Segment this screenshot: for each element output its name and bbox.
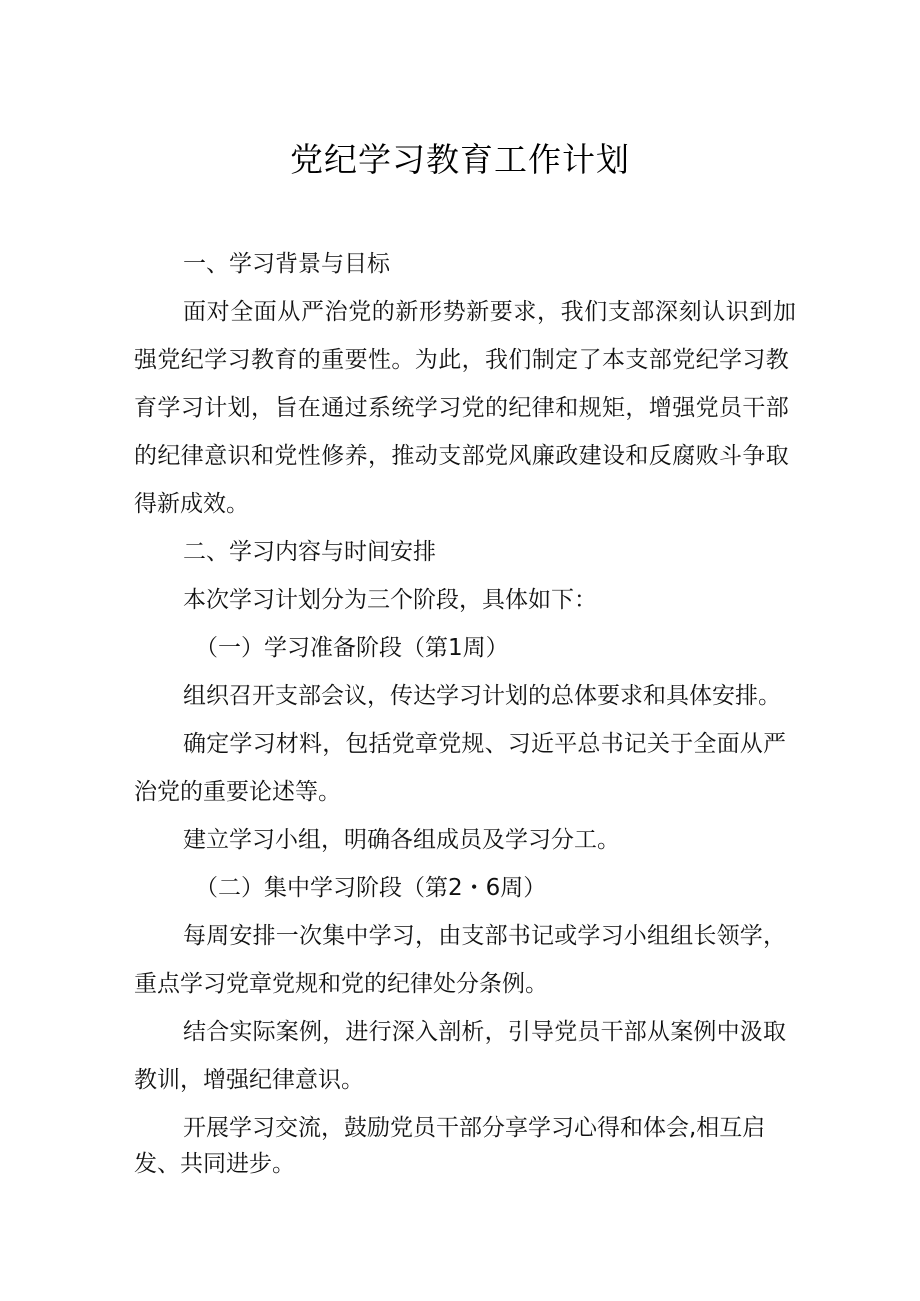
document-title: 党纪学习教育工作计划 — [290, 140, 630, 179]
paragraph-line: 教训，增强纪律意识。 — [134, 1067, 364, 1093]
paragraph-line: 发、共同进步。 — [134, 1151, 295, 1177]
paragraph-line: 建立学习小组，明确各组成员及学习分工。 — [183, 827, 620, 853]
subsection-heading-concentrated: （二）集中学习阶段（第2・6周） — [195, 875, 547, 901]
paragraph-line: 结合实际案例，进行深入剖析，引导党员干部从案例中汲取 — [183, 1019, 787, 1045]
paragraph-line: 强党纪学习教育的重要性。为此，我们制定了本支部党纪学习教 — [134, 347, 790, 373]
paragraph-line: 的纪律意识和党性修养，推动支部党风廉政建设和反腐败斗争取 — [134, 443, 790, 469]
paragraph-line: 治党的重要论述等。 — [134, 779, 341, 805]
paragraph-line: 开展学习交流，鼓励党员干部分享学习心得和体会,相互启 — [183, 1115, 766, 1141]
paragraph-line: 重点学习党章党规和党的纪律处分条例。 — [134, 971, 548, 997]
section-heading-content-schedule: 二、学习内容与时间安排 — [183, 539, 436, 565]
paragraph-line: 确定学习材料，包括党章党规、习近平总书记关于全面从严 — [183, 731, 787, 757]
paragraph-line: 育学习计划，旨在通过系统学习党的纪律和规矩，增强党员干部 — [134, 395, 790, 421]
paragraph-line: 组织召开支部会议，传达学习计划的总体要求和具体安排。 — [183, 683, 781, 709]
paragraph-line: 本次学习计划分为三个阶段，具体如下： — [183, 587, 597, 613]
section-heading-background: 一、学习背景与目标 — [183, 251, 390, 277]
subsection-heading-preparation: （一）学习准备阶段（第1周） — [195, 635, 509, 661]
paragraph-line: 得新成效。 — [134, 491, 249, 517]
paragraph-line: 面对全面从严治党的新形势新要求，我们支部深刻认识到加 — [183, 299, 797, 325]
paragraph-line: 每周安排一次集中学习，由支部书记或学习小组组长领学， — [183, 923, 787, 949]
